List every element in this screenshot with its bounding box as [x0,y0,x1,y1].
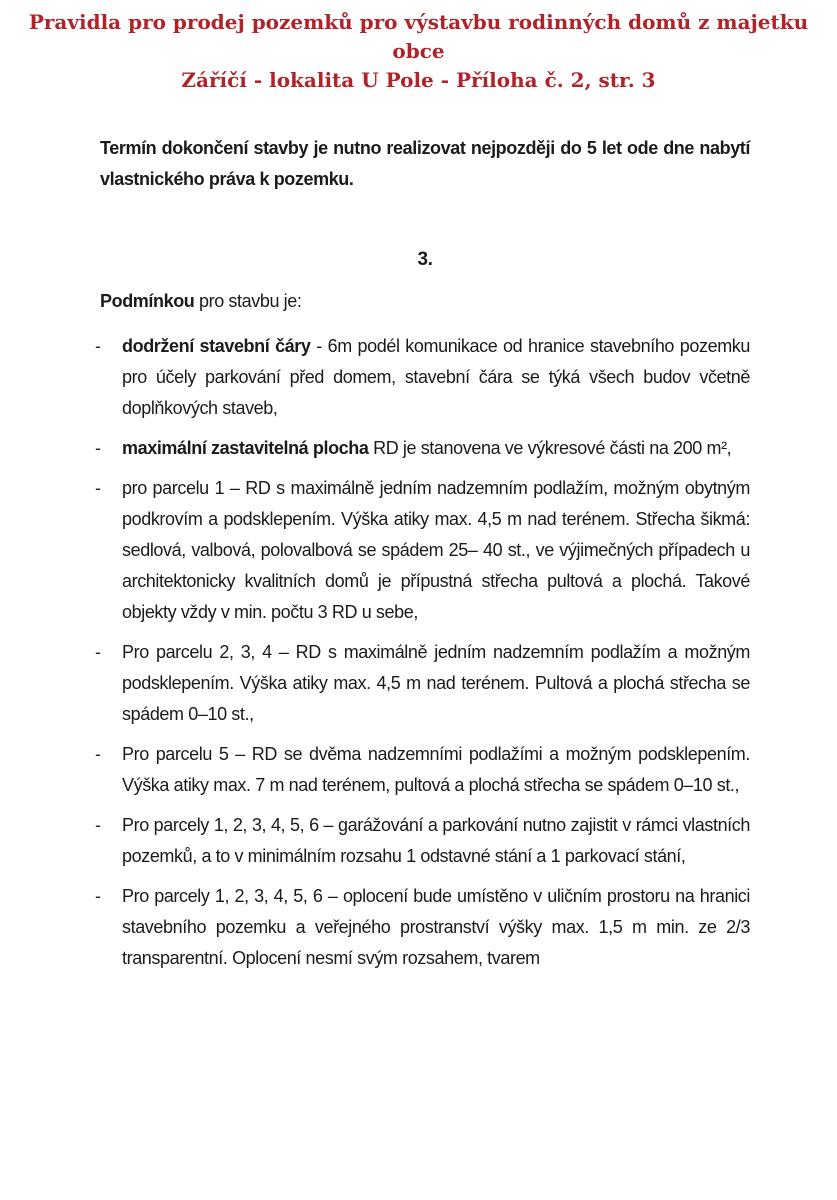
dash-marker: - [95,642,101,662]
conditions-list [95,331,750,974]
list-item-bold: dodržení stavební čáry [122,336,311,356]
list-item-text [122,433,750,464]
list-item-bold: maximální zastavitelná plocha [122,438,369,458]
list-item [95,331,750,424]
list-item-text [122,739,750,801]
list-item [95,881,750,974]
document-title-line-1: Pravidla pro prodej pozemků pro výstavbu rodinných domů z majetku obce [28,10,809,63]
list-item [95,637,750,730]
dash-marker: - [95,336,101,356]
list-item-text [122,331,750,424]
dash-marker: - [95,886,101,906]
list-item-rest: RD je stanovena ve výkresové části na 200 m², [368,438,732,458]
list-item-text [122,881,750,974]
conditions-lead-rest: pro stavbu je: [194,291,302,311]
document-title-line-2: Záříčí - lokalita U Pole - Příloha č. 2, str. 3 [181,68,656,92]
conditions-lead [100,286,750,317]
dash-marker: - [95,478,101,498]
list-item [95,473,750,628]
section-number: 3. [417,249,433,270]
list-item-rest: Pro parcely 1, 2, 3, 4, 5, 6 – garážování a parkování nutno zajistit v rámci vlastních pozemků, a to v minimálním rozsahu 1 odstavné stání a 1 parkovací stání, [122,815,750,866]
document-header [0,0,837,95]
list-item [95,739,750,801]
list-item-rest: pro parcelu 1 – RD s maximálně jedním nadzemním podlažím, možným obytným podkrovím a podsklepením. Výška atiky max. 4,5 m nad terénem. Střecha šikmá: sedlová, valbová, polovalbová se spádem 25– 40 st., ve výjimečných případech u architektonicky kvalitních domů je přípustná střecha pultová a plochá. Takové objekty vždy v min. počtu 3 RD u sebe, [122,478,750,622]
dash-marker: - [95,815,101,835]
dash-marker: - [95,438,101,458]
list-item-text [122,810,750,872]
list-item-text [122,473,750,628]
intro-paragraph: Termín dokončení stavby je nutno realizovat nejpozději do 5 let ode dne nabytí vlastnického práva k pozemku. [100,138,750,189]
dash-marker: - [95,744,101,764]
conditions-lead-bold: Podmínkou [100,291,195,311]
list-item-rest: Pro parcelu 2, 3, 4 – RD s maximálně jedním nadzemním podlažím a možným podsklepením. Výška atiky max. 4,5 m nad terénem. Pultová a plochá střecha se spádem 0–10 st., [122,642,750,724]
list-item-rest: - 6m podél komunikace od hranice stavebního pozemku pro účely parkování před domem, stavební čára se týká všech budov včetně doplňkových staveb, [122,336,751,418]
list-item-rest: Pro parcelu 5 – RD se dvěma nadzemními podlažími a možným podsklepením. Výška atiky max. 7 m nad terénem, pultová a plochá střecha se spádem 0–10 st., [122,744,750,795]
document-body [95,133,751,974]
list-item-rest: Pro parcely 1, 2, 3, 4, 5, 6 – oplocení bude umístěno v uličním prostoru na hranici stavebního pozemku a veřejného prostranství výšky max. 1,5 m min. ze 2/3 transparentní. Oplocení nesmí svým rozsahem, tvarem [122,886,750,968]
list-item [95,433,750,464]
list-item-text [122,637,750,730]
list-item [95,810,750,872]
